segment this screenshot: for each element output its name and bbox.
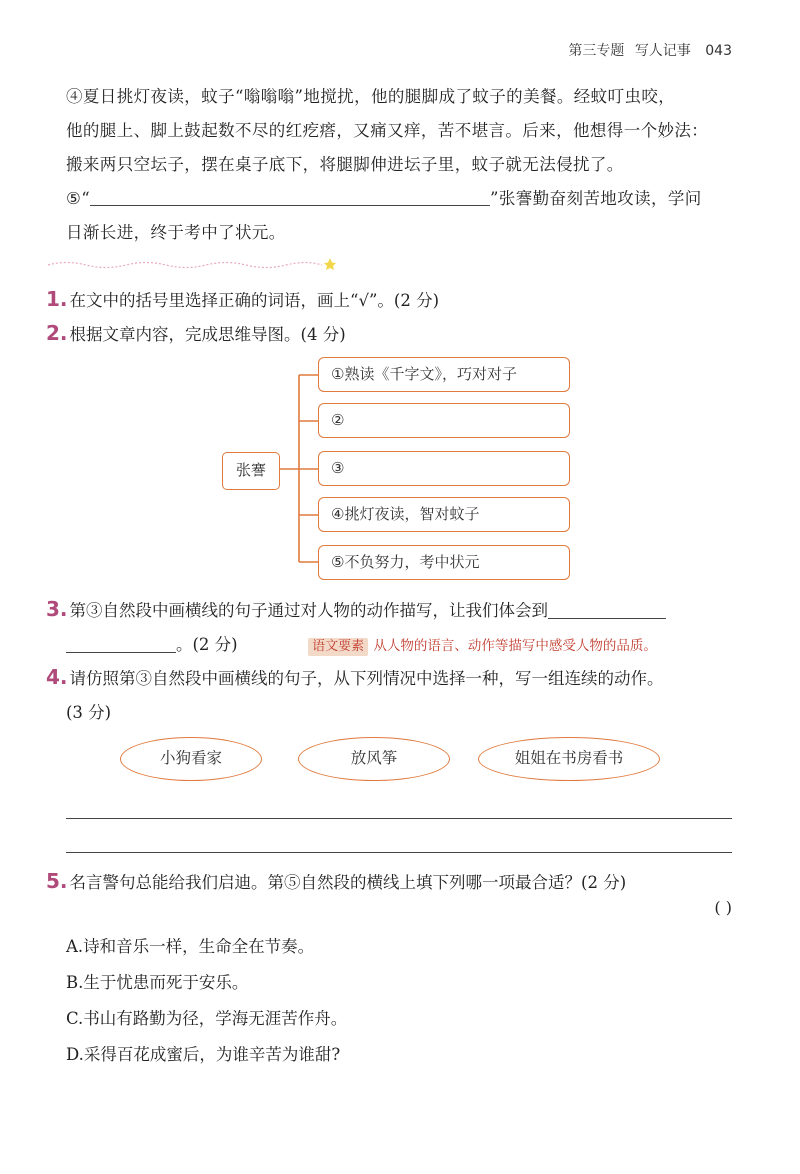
question-3-number: 3. xyxy=(46,597,68,621)
question-2 xyxy=(46,318,736,350)
paragraph-5-suffix: ”张謇勤奋刻苦地攻读，学问 xyxy=(490,189,702,208)
question-3-tail: 。(2 分) xyxy=(176,635,238,654)
option-oval-3[interactable]: 姐姐在书房看书 xyxy=(478,737,660,781)
answer-parentheses[interactable]: ( ) xyxy=(714,898,732,917)
question-1 xyxy=(46,284,736,316)
mindmap-branch-2[interactable]: ② xyxy=(318,403,570,438)
question-3-blank-2[interactable] xyxy=(66,634,176,653)
question-1-number: 1. xyxy=(46,287,68,311)
question-2-text: 根据文章内容，完成思维导图。(4 分) xyxy=(69,325,346,344)
option-oval-1[interactable]: 小狗看家 xyxy=(120,737,262,781)
question-4-number: 4. xyxy=(46,665,68,689)
option-b: B.生于忧患而死于安乐。 xyxy=(66,973,249,992)
header-page-number: 043 xyxy=(705,43,732,59)
question-3-text: 第③自然段中画横线的句子通过对人物的动作描写，让我们体会到 xyxy=(69,601,549,620)
paragraph-4-line-1: ④夏日挑灯夜读，蚊子“嗡嗡嗡”地搅扰，他的腿脚成了蚊子的美餐。经蚊叮虫咬， xyxy=(66,87,676,106)
question-3 xyxy=(46,594,736,661)
paragraph-5-prefix: ⑤“ xyxy=(66,189,91,208)
paragraph-5-blank[interactable] xyxy=(90,189,490,206)
question-5 xyxy=(46,866,736,898)
page-header xyxy=(562,40,732,60)
writing-line-2[interactable] xyxy=(66,852,732,853)
question-5-text: 名言警句总能给我们启迪。第⑤自然段的横线上填下列哪一项最合适？(2 分) xyxy=(69,873,627,892)
tip-text: 从人物的语言、动作等描写中感受人物的品质。 xyxy=(373,638,657,654)
paragraph-4-line-2: 他的腿上、脚上鼓起数不尽的红疙瘩，又痛又痒，苦不堪言。后来，他想得一个妙法： xyxy=(66,121,709,140)
mindmap-branch-5: ⑤不负努力，考中状元 xyxy=(318,545,570,580)
mindmap-branch-4: ④挑灯夜读，智对蚊子 xyxy=(318,497,570,532)
question-4-score: (3 分) xyxy=(66,703,112,722)
question-4 xyxy=(46,662,736,728)
question-1-text: 在文中的括号里选择正确的词语，画上“√”。(2 分) xyxy=(69,291,440,310)
paragraph-4-line-3: 搬来两只空坛子，摆在桌子底下，将腿脚伸进坛子里，蚊子就无法侵扰了。 xyxy=(66,155,624,174)
mindmap-connectors xyxy=(280,372,320,564)
star-icon xyxy=(324,258,336,270)
paragraph-5-line-2: 日渐长进，终于考中了状元。 xyxy=(66,223,286,242)
option-a: A.诗和音乐一样，生命全在节奏。 xyxy=(66,937,315,956)
mindmap-branch-3[interactable]: ③ xyxy=(318,451,570,486)
option-oval-2[interactable]: 放风筝 xyxy=(298,737,450,781)
writing-line-1[interactable] xyxy=(66,818,732,819)
header-topic: 写人记事 xyxy=(634,43,691,59)
option-c: C.书山有路勤为径，学海无涯苦作舟。 xyxy=(66,1009,348,1028)
mindmap-root: 张謇 xyxy=(222,452,280,490)
question-4-text: 请仿照第③自然段中画横线的句子，从下列情况中选择一种，写一组连续的动作。 xyxy=(69,669,664,688)
option-d: D.采得百花成蜜后，为谁辛苦为谁甜? xyxy=(66,1045,341,1064)
question-2-number: 2. xyxy=(46,321,68,345)
paragraph-5 xyxy=(66,182,736,250)
header-section: 第三专题 xyxy=(568,43,625,59)
question-3-blank-1[interactable] xyxy=(548,600,666,619)
paragraph-4 xyxy=(66,80,736,182)
mindmap-branch-1: ①熟读《千字文》，巧对对子 xyxy=(318,357,570,392)
decorative-divider xyxy=(46,258,336,270)
tip-tag: 语文要素 xyxy=(308,638,368,656)
question-5-number: 5. xyxy=(46,869,68,893)
